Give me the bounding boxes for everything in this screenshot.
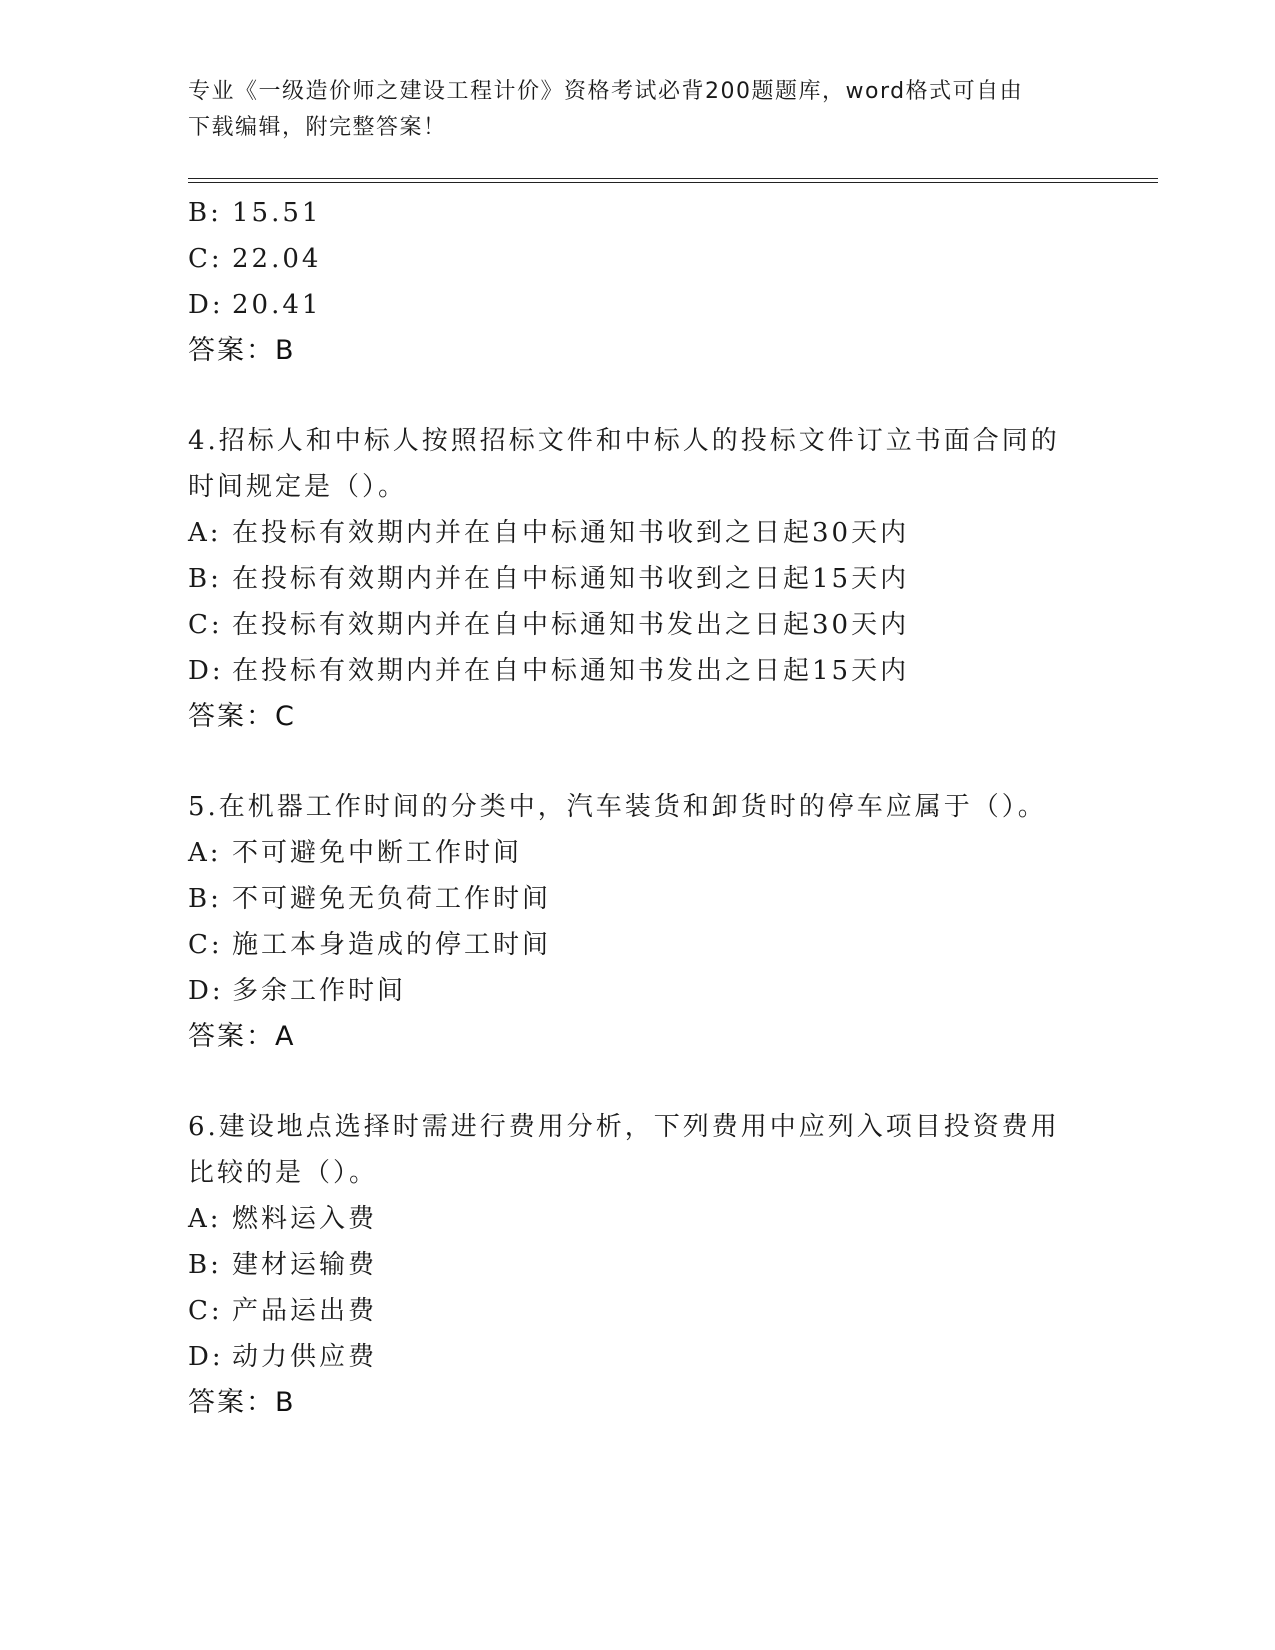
option-text: 22.04 — [232, 244, 322, 274]
option-text: 多余工作时间 — [232, 976, 407, 1006]
option-text: 燃料运入费 — [232, 1204, 378, 1234]
option-text: 不可避免中断工作时间 — [232, 838, 523, 868]
option-d — [188, 282, 1088, 328]
question-6 — [188, 1104, 1088, 1426]
answer-line: 答案：A — [188, 1021, 296, 1052]
option-text: 20.41 — [232, 290, 322, 320]
option-key: B: — [188, 198, 222, 228]
question-stem-line: 比较的是（）。 — [188, 1158, 379, 1188]
header-title-line-2: 下载编辑，附完整答案！ — [188, 115, 447, 140]
question-3-continuation — [188, 190, 1088, 374]
option-b — [188, 1242, 1088, 1288]
option-b — [188, 556, 1088, 602]
header-divider — [188, 178, 1158, 183]
option-key: B: — [188, 564, 222, 594]
option-text: 在投标有效期内并在自中标通知书收到之日起30天内 — [232, 518, 910, 548]
option-key: B: — [188, 884, 222, 914]
option-text: 产品运出费 — [232, 1296, 378, 1326]
option-key: C: — [188, 930, 223, 960]
answer-line: 答案：C — [188, 701, 296, 732]
option-b — [188, 876, 1088, 922]
option-key: A: — [188, 838, 222, 868]
option-a — [188, 830, 1088, 876]
option-text: 在投标有效期内并在自中标通知书收到之日起15天内 — [232, 564, 910, 594]
option-key: B: — [188, 1250, 222, 1280]
option-a — [188, 510, 1088, 556]
answer-line: 答案：B — [188, 335, 296, 366]
question-stem-line: 6.建设地点选择时需进行费用分析，下列费用中应列入项目投资费用 — [188, 1112, 1060, 1142]
question-spacer — [188, 1060, 1088, 1104]
answer-line: 答案：B — [188, 1387, 296, 1418]
option-text: 在投标有效期内并在自中标通知书发出之日起15天内 — [232, 656, 910, 686]
option-text: 施工本身造成的停工时间 — [232, 930, 552, 960]
option-text: 建材运输费 — [232, 1250, 378, 1280]
option-key: D: — [188, 1342, 224, 1372]
question-stem-line: 时间规定是（）。 — [188, 472, 408, 502]
option-d — [188, 1334, 1088, 1380]
question-stem-line: 4.招标人和中标人按照招标文件和中标人的投标文件订立书面合同的 — [188, 426, 1060, 456]
option-text: 动力供应费 — [232, 1342, 378, 1372]
document-header — [188, 74, 1068, 146]
option-c — [188, 922, 1088, 968]
option-b — [188, 190, 1088, 236]
header-title-line-1: 专业《一级造价师之建设工程计价》资格考试必背200题题库，word格式可自由 — [188, 79, 1024, 104]
option-c — [188, 602, 1088, 648]
option-key: C: — [188, 244, 223, 274]
option-d — [188, 648, 1088, 694]
option-text: 不可避免无负荷工作时间 — [232, 884, 552, 914]
option-key: D: — [188, 976, 224, 1006]
option-key: D: — [188, 656, 224, 686]
option-key: A: — [188, 518, 222, 548]
option-a — [188, 1196, 1088, 1242]
option-key: C: — [188, 610, 223, 640]
option-text: 在投标有效期内并在自中标通知书发出之日起30天内 — [232, 610, 910, 640]
option-key: D: — [188, 290, 224, 320]
option-key: C: — [188, 1296, 223, 1326]
question-list — [188, 190, 1088, 1426]
option-text: 15.51 — [232, 198, 322, 228]
question-5 — [188, 784, 1088, 1060]
option-key: A: — [188, 1204, 222, 1234]
option-c — [188, 1288, 1088, 1334]
question-spacer — [188, 740, 1088, 784]
question-spacer — [188, 374, 1088, 418]
question-4 — [188, 418, 1088, 740]
option-c — [188, 236, 1088, 282]
option-d — [188, 968, 1088, 1014]
question-stem-line: 5.在机器工作时间的分类中，汽车装货和卸货时的停车应属于（）。 — [188, 792, 1047, 822]
